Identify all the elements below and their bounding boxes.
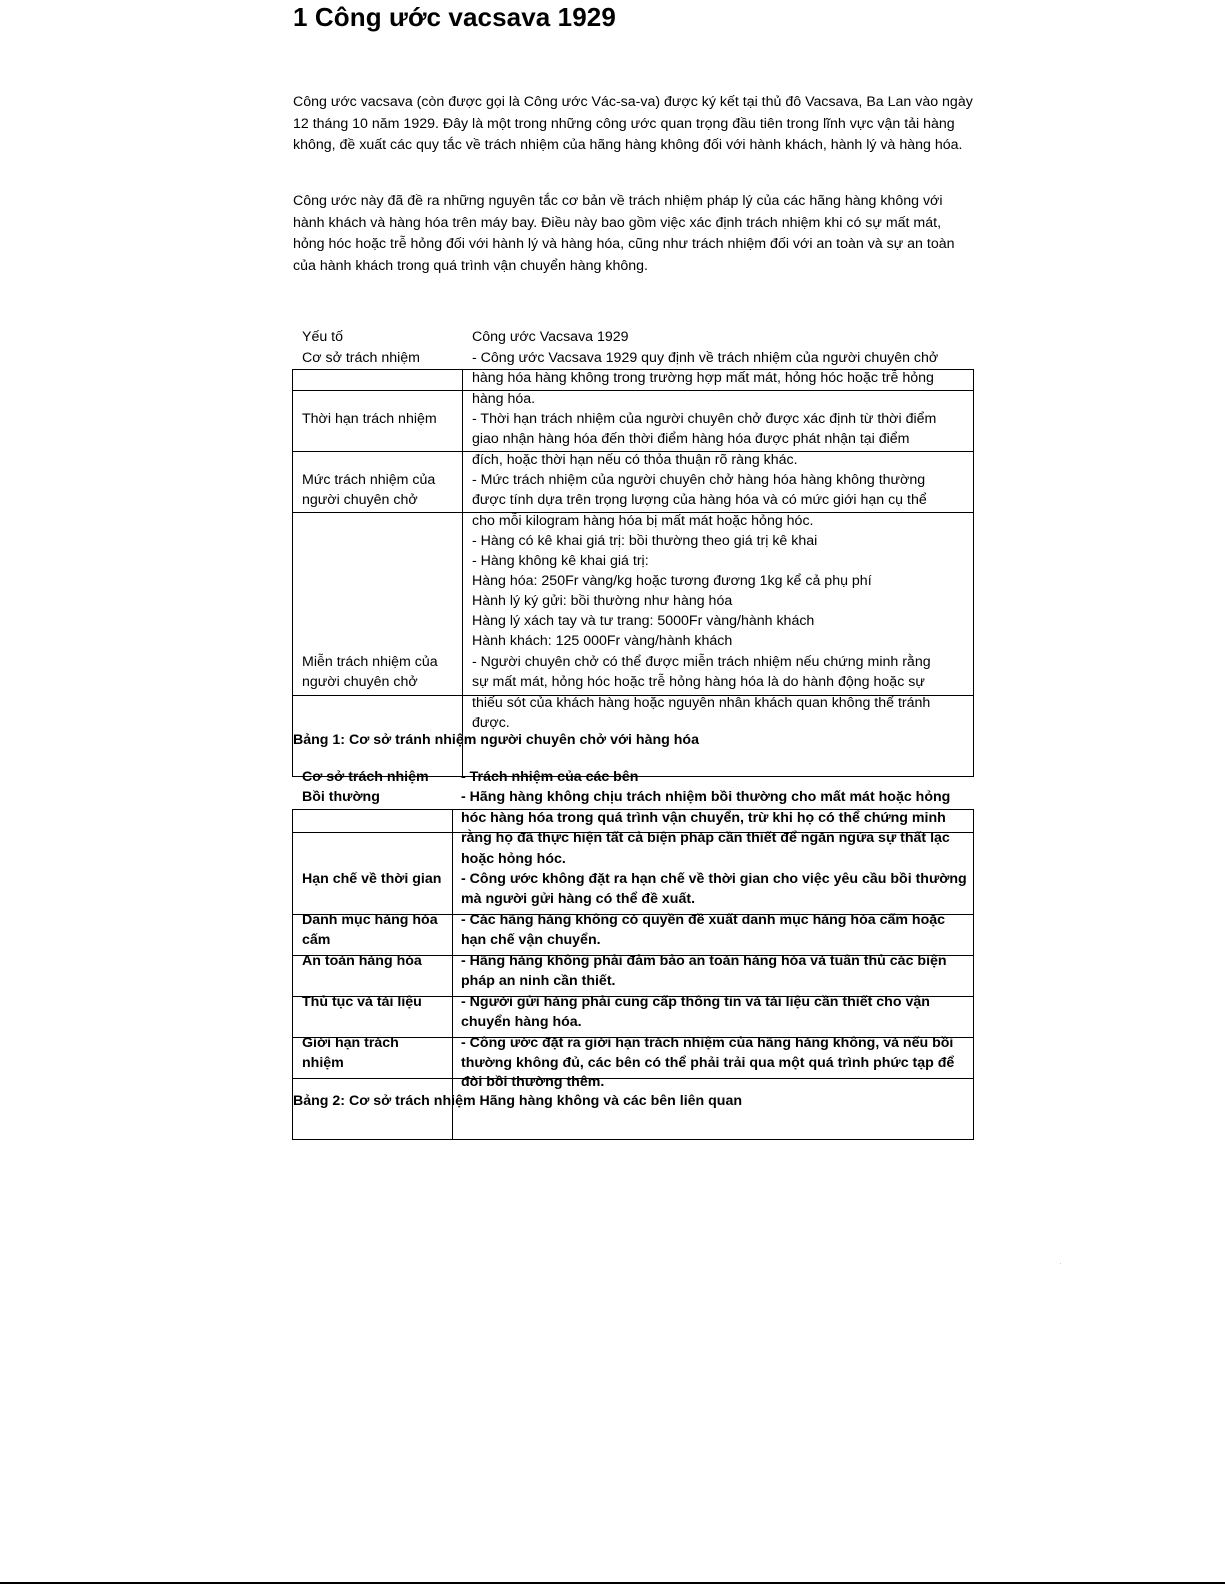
table-1-row-label: người chuyên chở	[302, 674, 418, 690]
table-2-cell-line: đòi bồi thường thêm.	[461, 1074, 605, 1090]
table-1-caption: Bảng 1: Cơ sở tránh nhiệm người chuyên chở với hàng hóa	[293, 732, 699, 748]
table-1-header-convention: Công ước Vacsava 1929	[472, 329, 629, 345]
table-2-cell-line: mà người gửi hàng có thể đề xuất.	[461, 891, 696, 907]
table-1-cell-line: Hàng lý xách tay và tư trang: 5000Fr vàng/hành khách	[472, 613, 815, 629]
table-2-cell-line: rằng họ đã thực hiện tất cả biện pháp cần thiết để ngăn ngừa sự thất lạc	[461, 830, 950, 846]
table-1-cell-line: hàng hóa.	[472, 391, 536, 407]
table-2-cell-line: - Hãng hàng không phải đảm bảo an toàn hàng hóa và tuân thủ các biện	[461, 953, 947, 969]
table-2-cell-line: - Người gửi hàng phải cung cấp thông tin và tài liệu cần thiết cho vận	[461, 994, 930, 1010]
table-1-cell-line: Hành lý ký gửi: bồi thường như hàng hóa	[472, 593, 733, 609]
scan-speck	[1060, 1263, 1061, 1264]
table-1-cell-line: - Thời hạn trách nhiệm của người chuyên chở được xác định từ thời điểm	[472, 411, 937, 427]
table-1-cell-line: sự mất mát, hỏng hóc hoặc trễ hỏng hàng hóa là do hành động hoặc sự	[472, 674, 925, 690]
table-2-cell-line: hóc hàng hóa trong quá trình vận chuyển, trừ khi họ có thể chứng minh	[461, 810, 946, 826]
table-2-cell-line: - Các hãng hàng không có quyền đề xuất danh mục hàng hóa cấm hoặc	[461, 912, 946, 928]
page-title: 1 Công ước vacsava 1929	[293, 2, 616, 32]
table-1-cell-line: - Hàng có kê khai giá trị: bồi thường theo giá trị kê khai	[472, 533, 818, 549]
page-bottom-border	[0, 1582, 1225, 1584]
table-1-cell-line: - Công ước Vacsava 1929 quy định về trách nhiệm của người chuyên chở	[472, 350, 939, 366]
table-2-row-label: Giới hạn trách	[302, 1035, 399, 1051]
table-2-cell-line: pháp an ninh cần thiết.	[461, 973, 616, 989]
table-1-cell-line: - Người chuyên chở có thể được miễn trách nhiệm nếu chứng minh rằng	[472, 654, 931, 670]
table-2-cell-line: thường không đủ, các bên có thể phải trải qua một quá trình phức tạp để	[461, 1055, 955, 1071]
table-1-cell-line: cho mỗi kilogram hàng hóa bị mất mát hoặc hỏng hóc.	[472, 513, 814, 529]
table-1-header-factor: Yếu tố	[302, 329, 344, 345]
table-2-header-responsibility: - Trách nhiệm của các bên	[461, 769, 639, 785]
table-1-cell-line: hàng hóa hàng không trong trường hợp mất mát, hỏng hóc hoặc trễ hỏng	[472, 370, 934, 386]
table-2-row-label: Bồi thường	[302, 789, 380, 805]
table-2-row-divider	[292, 1078, 974, 1079]
table-1-row-divider	[292, 390, 974, 391]
intro-paragraph-1: Công ước vacsava (còn được gọi là Công ước Vác-sa-va) được ký kết tại thủ đô Vacsava, Ba Lan vào ngày 12 tháng 10 năm 1929. Đây là một trong những công ước quan trọng đầu tiên trong lĩnh vực vận tải hàng không, đề xuất các quy tắc về trách nhiệm của hãng hàng không đối với hành khách, hành lý và hàng hóa.	[293, 94, 973, 154]
table-2-cell-line: hoặc hỏng hóc.	[461, 851, 566, 867]
table-2-row-label: Hạn chế về thời gian	[302, 871, 442, 887]
table-2-cell-line: - Hãng hàng không chịu trách nhiệm bồi thường cho mất mát hoặc hỏng	[461, 789, 951, 805]
table-2-border	[292, 809, 974, 1140]
table-1-cell-line: Hành khách: 125 000Fr vàng/hành khách	[472, 633, 733, 649]
table-1-cell-line: đích, hoặc thời hạn nếu có thỏa thuận rõ ràng khác.	[472, 452, 798, 468]
table-2-cell-line: hạn chế vận chuyển.	[461, 932, 601, 948]
table-2-cell-line: - Công ước không đặt ra hạn chế về thời gian cho việc yêu cầu bồi thường	[461, 871, 967, 887]
table-1-row-label: người chuyên chở	[302, 492, 418, 508]
table-1-column-divider	[462, 369, 463, 777]
table-2-column-divider	[452, 809, 453, 1140]
table-1-row-label: Miễn trách nhiệm của	[302, 654, 438, 670]
table-2-cell-line: chuyển hàng hóa.	[461, 1014, 582, 1030]
table-1-cell-line: - Hàng không kê khai giá trị:	[472, 553, 649, 569]
table-1-cell-line: giao nhận hàng hóa đến thời điểm hàng hóa được phát nhận tại điểm	[472, 431, 910, 447]
table-1-cell-line: thiếu sót của khách hàng hoặc nguyên nhân khách quan không thể tránh	[472, 695, 931, 711]
table-2-row-label: cấm	[302, 932, 331, 948]
table-2-cell-line: - Công ước đặt ra giới hạn trách nhiệm của hãng hàng không, và nếu bồi	[461, 1035, 954, 1051]
intro-paragraph-2: Công ước này đã đề ra những nguyên tắc cơ bản về trách nhiệm pháp lý của các hãng hàng không với hành khách và hàng hóa trên máy bay. Điều này bao gồm việc xác định trách nhiệm khi có sự mất mát, hỏng hóc hoặc trễ hỏng đối với hành lý và hàng hóa, cũng như trách nhiệm đối với an toàn và sự an toàn của hành khách trong quá trình vận chuyển hàng không.	[293, 193, 955, 275]
table-2-caption: Bảng 2: Cơ sở trách nhiệm Hãng hàng không và các bên liên quan	[293, 1093, 743, 1109]
table-1-cell-line: - Mức trách nhiệm của người chuyên chở hàng hóa hàng không thường	[472, 472, 926, 488]
table-1-cell-line: được tính dựa trên trọng lượng của hàng hóa và có mức giới hạn cụ thể	[472, 492, 927, 508]
table-1-cell-line: được.	[472, 715, 510, 731]
table-1-row-label: Cơ sở trách nhiệm	[302, 350, 420, 366]
table-2-row-label: An toàn hàng hóa	[302, 953, 422, 969]
table-2-row-label: Thủ tục và tài liệu	[302, 994, 422, 1010]
table-2-row-label: nhiệm	[302, 1055, 344, 1071]
table-2-row-label: Danh mục hàng hóa	[302, 912, 438, 928]
table-1-row-label: Mức trách nhiệm của	[302, 472, 436, 488]
table-1-row-label: Thời hạn trách nhiệm	[302, 411, 437, 427]
table-2-header-basis: Cơ sở trách nhiệm	[302, 769, 429, 785]
table-1-cell-line: Hàng hóa: 250Fr vàng/kg hoặc tương đương 1kg kể cả phụ phí	[472, 573, 872, 589]
